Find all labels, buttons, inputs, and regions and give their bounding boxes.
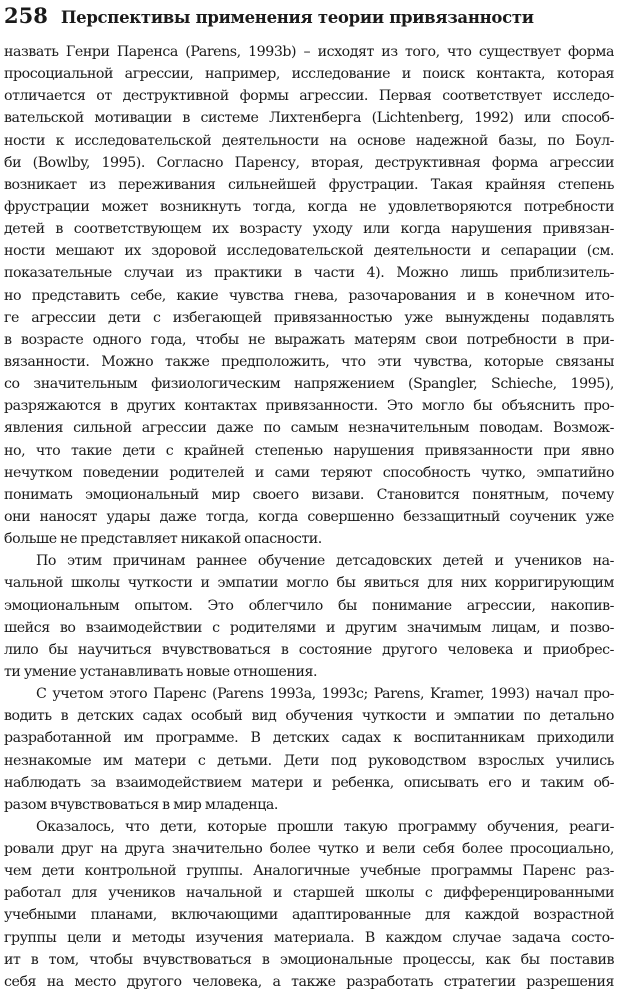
text-line: учебными планами, включающими адаптированные для каждой возрастной bbox=[4, 907, 614, 924]
text-line: чальной школы чуткости и эмпатии могло бы явиться для них корригирующим bbox=[4, 575, 614, 592]
text-line: но, что такие дети с крайней степенью нарушения привязанности при явно bbox=[4, 442, 614, 459]
text-line: разряжаются в других контактах привязанности. Это могло бы объяснить про- bbox=[4, 398, 614, 415]
text-line: ности к исследовательской деятельности на основе надежной базы, по Боул- bbox=[4, 132, 614, 149]
text-line: назвать Генри Паренса (Parens, 1993b) – исходят из того, что существует форма bbox=[4, 44, 614, 60]
text-line: детей в соответствующем их возрасту уходу или когда нарушения привязан- bbox=[4, 221, 614, 238]
text-line: явления сильной агрессии даже по самым незначительным поводам. Возмож- bbox=[4, 420, 614, 437]
text-line: вязанности. Можно также предположить, что эти чувства, которые связаны bbox=[4, 353, 614, 370]
text-line: они наносят удары даже тогда, когда совершенно беззащитный соученик уже bbox=[4, 508, 614, 525]
text-line: отличается от деструктивной формы агрессии. Первая соответствует исследо- bbox=[4, 88, 614, 105]
text-line: работал для учеников начальной и старшей школы с дифференцированными bbox=[4, 885, 614, 902]
page-number: 258 bbox=[4, 3, 48, 28]
text-line: разработанной им программе. В детских садах к воспитанникам приходили bbox=[4, 730, 614, 747]
text-line: чем дети контрольной группы. Аналогичные учебные программы Паренс раз- bbox=[4, 863, 614, 880]
paragraph bbox=[4, 550, 614, 683]
text-line: ности мешают их здоровой исследовательской деятельности и сепарации (см. bbox=[4, 243, 614, 260]
text-line: наблюдать за взаимодействием матери и ребенка, описывать его и таким об- bbox=[4, 774, 614, 791]
text-line: фрустрации может возникнуть тогда, когда не удовлетворяются потребности bbox=[4, 198, 614, 215]
text-line: шейся во взаимодействии с родителями и другим значимым лицам, и позво- bbox=[4, 619, 614, 636]
text-line: би (Bowlby, 1995). Согласно Паренсу, вторая, деструктивная форма агрессии bbox=[4, 154, 614, 171]
text-line: группы цели и методы изучения материала. В каждом случае задача состо- bbox=[4, 929, 614, 946]
text-line: понимать эмоциональный мир своего визави. Становится понятным, почему bbox=[4, 486, 614, 503]
text-line: больше не представляет никакой опасности. bbox=[4, 531, 322, 548]
running-head bbox=[4, 3, 614, 41]
text-line: незнакомые им матери с детьми. Дети под руководством взрослых учились bbox=[4, 752, 614, 769]
body-text bbox=[4, 41, 614, 993]
text-line: По этим причинам раннее обучение детсадовских детей и учеников на- bbox=[36, 553, 614, 570]
text-line: возникает из переживания сильнейшей фрустрации. Такая крайняя степень bbox=[4, 176, 614, 193]
paragraph bbox=[4, 41, 614, 550]
text-line: водить в детских садах особый вид обучения чуткости и эмпатии по детально bbox=[4, 708, 614, 725]
text-line: лило бы научиться вчувствоваться в состояние другого человека и приобрес- bbox=[4, 641, 614, 658]
text-line: С учетом этого Паренс (Parens 1993a, 1993c; Parens, Kramer, 1993) начал про- bbox=[36, 686, 614, 703]
text-line: вательской мотивации в системе Лихтенберга (Lichtenberg, 1992) или способ- bbox=[4, 110, 614, 127]
chapter-title: Перспективы применения теории привязанности bbox=[60, 8, 534, 27]
text-line: со значительным физиологическим напряжением (Spangler, Schieche, 1995), bbox=[4, 376, 614, 393]
paragraph bbox=[4, 816, 614, 993]
text-line: ге агрессии дети с избегающей привязанностью уже вынуждены подавлять bbox=[4, 309, 614, 326]
paragraph bbox=[4, 683, 614, 816]
text-line: показательные случаи из практики в части 4). Можно лишь приблизитель- bbox=[4, 265, 614, 282]
text-line: Оказалось, что дети, которые прошли такую программу обучения, реаги- bbox=[36, 818, 614, 835]
text-line: в возрасте одного года, чтобы не выражать матерям свои потребности в при- bbox=[4, 331, 614, 348]
text-line: разом вчувствоваться в мир младенца. bbox=[4, 796, 278, 813]
text-line: эмоциональным опытом. Это облегчило бы понимание агрессии, накопив- bbox=[4, 597, 614, 614]
text-line: просоциальной агрессии, например, исследование и поиск контакта, которая bbox=[4, 66, 614, 83]
text-line: себя на место другого человека, а также разработать стратегии разрешения bbox=[4, 973, 614, 990]
text-line: ит в том, чтобы вчувствоваться в эмоциональные процессы, как бы поставив bbox=[4, 951, 614, 968]
text-line: но представить себе, какие чувства гнева, разочарования и в конечном ито- bbox=[4, 287, 614, 304]
text-line: ровали друг на друга значительно более чутко и вели себя более просоциально, bbox=[4, 841, 614, 858]
text-line: ти умение устанавливать новые отношения. bbox=[4, 663, 318, 680]
text-line: нечутком поведении родителей и сами теряют способность чутко, эмпатийно bbox=[4, 464, 614, 481]
